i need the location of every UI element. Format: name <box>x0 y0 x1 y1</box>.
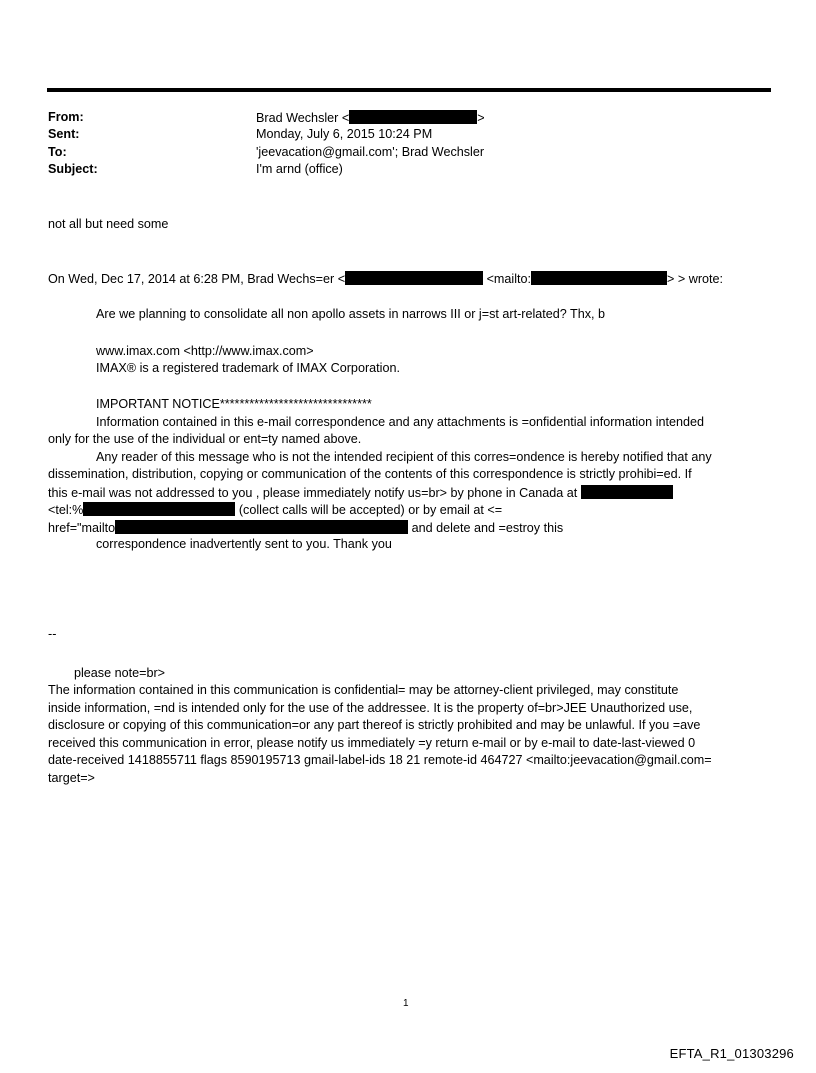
quote-suffix: > > wrote: <box>667 272 724 286</box>
from-close: > <box>477 111 485 125</box>
notice-href-line <box>48 520 563 536</box>
bates-number: EFTA_R1_01303296 <box>669 1046 794 1061</box>
redaction-bar <box>83 502 235 516</box>
from-label: From: <box>48 110 84 124</box>
quote-attribution <box>48 271 723 287</box>
notice-href: href="mailto <box>48 521 116 535</box>
subject-value: I'm arnd (office) <box>256 162 343 176</box>
redaction-bar <box>115 520 408 534</box>
to-label: To: <box>48 145 67 159</box>
disclaimer-line: received this communication in error, please notify us immediately =y return e-mail or by e-mail to date-last-viewed 0 <box>48 736 696 750</box>
redaction-bar <box>531 271 667 285</box>
please-note: please note=br> <box>74 666 166 680</box>
notice-p1-first: Information contained in this e-mail correspondence and any attachments is =onfidential information intended <box>96 415 705 429</box>
notice-end: correspondence inadvertently sent to you. Thank you <box>96 537 392 551</box>
notice-p3 <box>48 485 673 501</box>
to-value: 'jeevacation@gmail.com'; Brad Wechsler <box>256 145 485 159</box>
quote-prefix: On Wed, Dec 17, 2014 at 6:28 PM, Brad Wechs=er < <box>48 272 346 286</box>
notice-heading: IMPORTANT NOTICE******************************* <box>96 397 372 411</box>
signature-separator: -- <box>48 627 57 641</box>
from-row <box>48 110 768 125</box>
page-number: 1 <box>403 998 409 1009</box>
imax-trademark: IMAX® is a registered trademark of IMAX Corporation. <box>96 361 400 375</box>
disclaimer-line: date-received 1418855711 flags 8590195713 gmail-label-ids 18 21 remote-id 464727 <mailto:jeevacation@gmail.com= <box>48 753 712 767</box>
sent-row <box>48 127 768 142</box>
quoted-question: Are we planning to consolidate all non apollo assets in narrows III or j=st art-related? Thx, b <box>96 307 606 321</box>
notice-tel-line <box>48 502 502 518</box>
notice-collect: (collect calls will be accepted) or by email at <= <box>238 503 503 517</box>
sent-value: Monday, July 6, 2015 10:24 PM <box>256 127 433 141</box>
disclaimer-line: The information contained in this communication is confidential= may be attorney-client privileged, may constitute <box>48 683 679 697</box>
redaction-bar <box>581 485 673 499</box>
notice-p1-cont: only for the use of the individual or ent=ty named above. <box>48 432 362 446</box>
from-name: Brad Wechsler < <box>256 111 350 125</box>
disclaimer-line: inside information, =nd is intended only for the use of the addressee. It is the property of=br>JEE Unauthorized use, <box>48 701 693 715</box>
subject-row <box>48 162 768 177</box>
notice-p2-cont: dissemination, distribution, copying or communication of the contents of this correspondence is strictly prohibi=ed. If <box>48 467 692 481</box>
notice-tel: <tel:% <box>48 503 84 517</box>
disclaimer-line: disclosure or copying of this communication=or any part thereof is strictly prohibited and may be unlawful. If you =ave <box>48 718 701 732</box>
header-rule <box>47 88 771 92</box>
disclaimer-line: target=> <box>48 771 95 785</box>
subject-label: Subject: <box>48 162 98 176</box>
notice-p3-text: this e-mail was not addressed to you , please immediately notify us=br> by phone in Canada at <box>48 486 578 500</box>
quote-mailto: <mailto: <box>486 272 532 286</box>
redaction-bar <box>349 110 477 124</box>
notice-delete: and delete and =estroy this <box>411 521 564 535</box>
reply-text: not all but need some <box>48 217 169 231</box>
notice-p2-first: Any reader of this message who is not the intended recipient of this corres=ondence is hereby notified that any <box>96 450 712 464</box>
redaction-bar <box>345 271 483 285</box>
sent-label: Sent: <box>48 127 80 141</box>
from-value <box>256 110 485 126</box>
imax-link: www.imax.com <http://www.imax.com> <box>96 344 314 358</box>
to-row <box>48 145 768 160</box>
